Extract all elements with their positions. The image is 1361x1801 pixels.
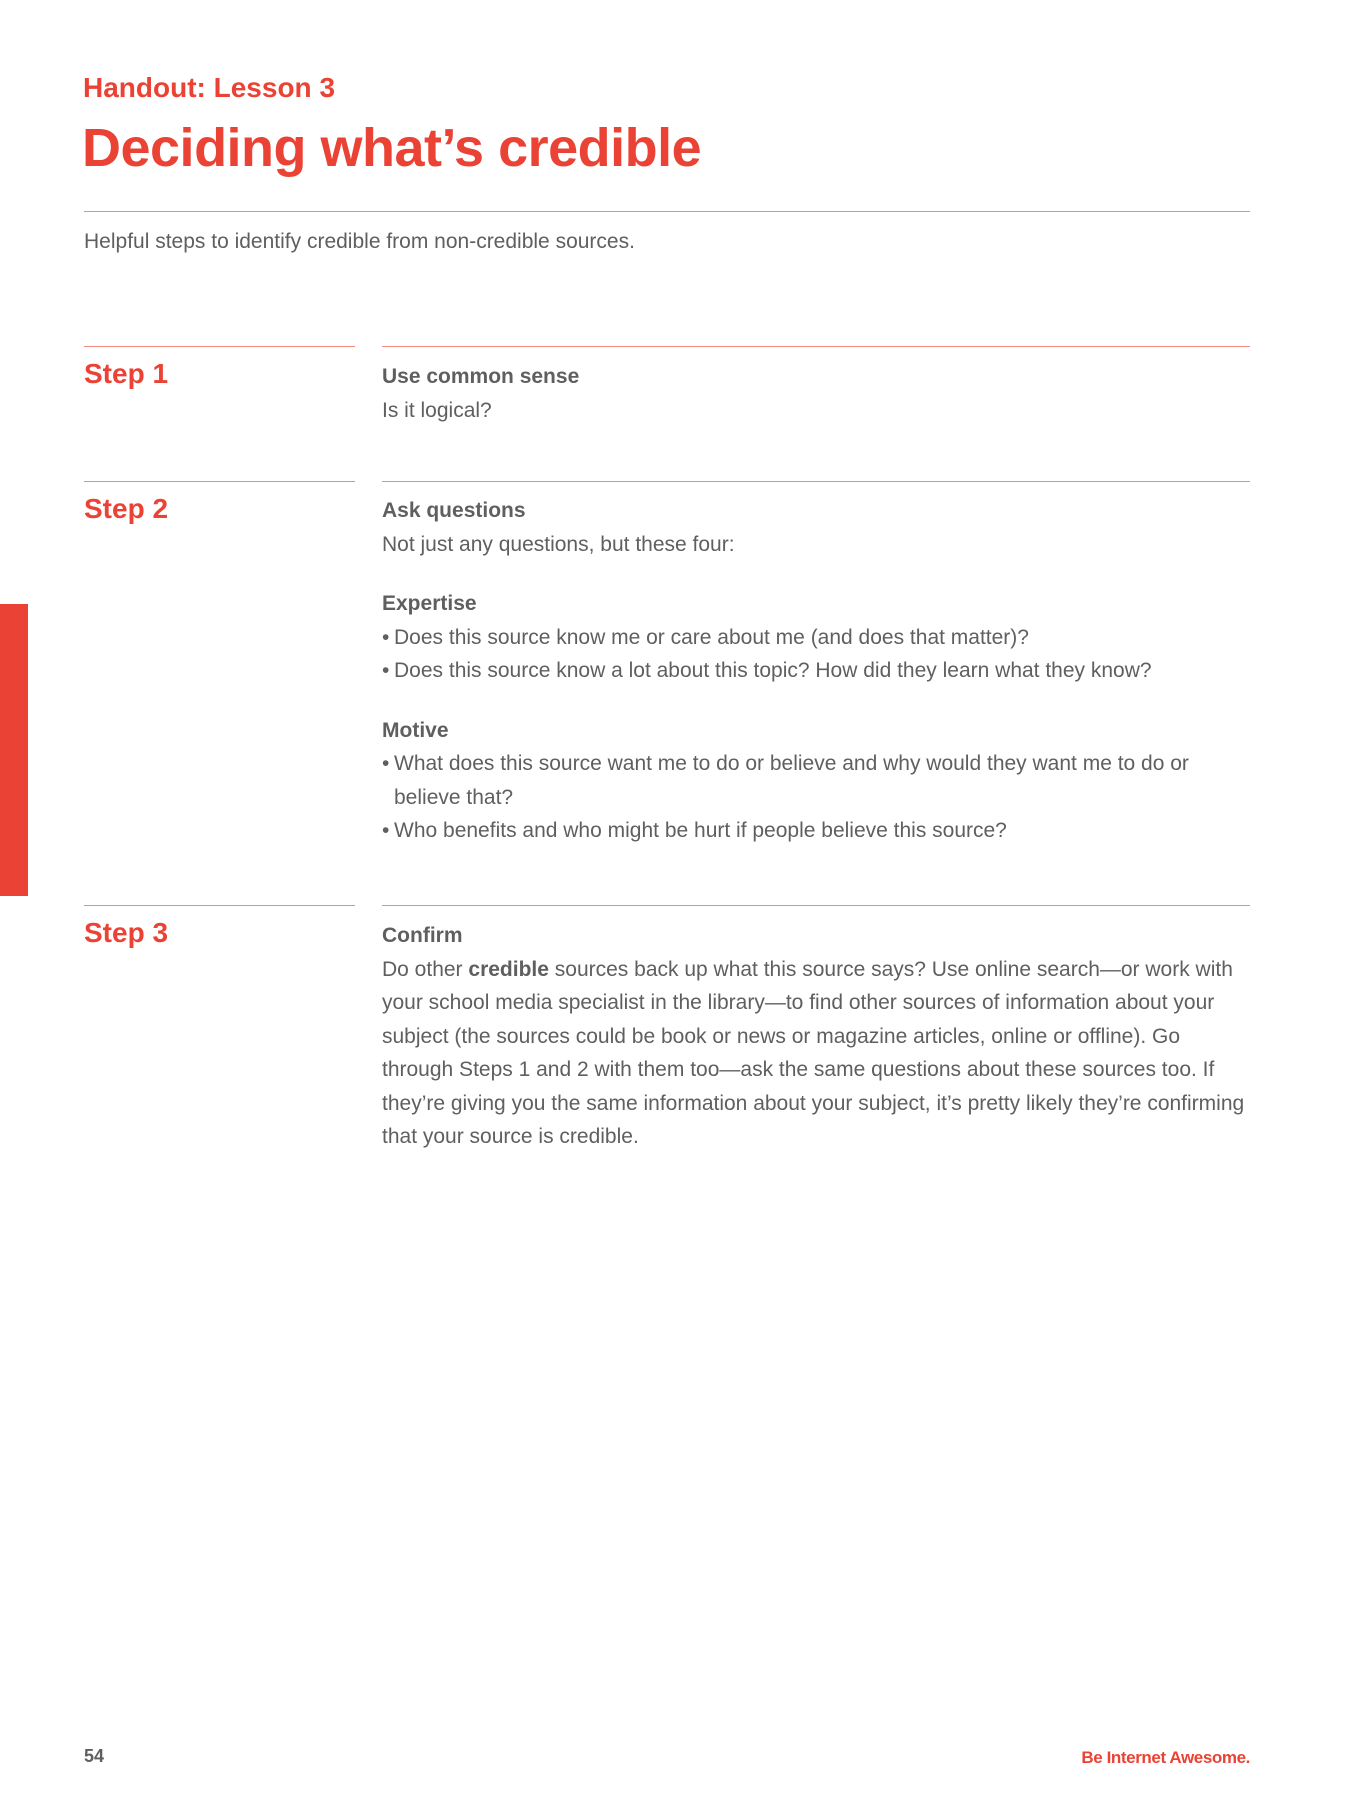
title-divider [84, 211, 1250, 212]
step-3-text-start: Do other [382, 957, 469, 981]
list-item-text: Does this source know a lot about this topic? How did they learn what they know? [394, 659, 1152, 682]
step-2-heading: Ask questions [382, 499, 526, 522]
list-item-text: Who benefits and who might be hurt if people believe this source? [394, 819, 1007, 842]
bullet-icon: • [382, 659, 390, 682]
step-1-text: Is it logical? [382, 398, 492, 422]
step-2-body-divider [382, 481, 1250, 482]
expertise-heading: Expertise [382, 592, 477, 615]
step-3-text-end: sources back up what this source says? Use online search—or work with your school media specialist in the library—to find other sources of information about your subject (the sources could be book or news or magazine articles, online or offline). Go through Steps 1 and 2 with them too—ask the same questions about these sources too. If they’re giving you the same information about your subject, it’s pretty likely they’re confirming that your source is credible. [382, 957, 1245, 1148]
step-3-body [382, 919, 1252, 1154]
list-item [382, 621, 1252, 655]
intro-text: Helpful steps to identify credible from non-credible sources. [84, 230, 635, 253]
list-item [382, 654, 1252, 688]
step-2-body [382, 494, 1252, 848]
motive-heading: Motive [382, 718, 449, 742]
step-1-label-divider [84, 346, 355, 347]
step-1-body-divider [382, 346, 1250, 347]
step-1-body [382, 360, 1252, 427]
step-2-label-divider [84, 481, 355, 482]
handout-kicker: Handout: Lesson 3 [83, 72, 336, 103]
step-3-text [382, 953, 1252, 1154]
step-2-label: Step 2 [84, 493, 169, 524]
step-3-text-emphasis: credible [468, 957, 549, 981]
expertise-list [382, 621, 1252, 688]
list-item-text: What does this source want me to do or believe and why would they want me to do or believe that? [394, 752, 1189, 809]
page-title: Deciding what’s credible [82, 118, 702, 178]
step-3-label: Step 3 [84, 917, 169, 948]
list-item-text: Does this source know me or care about me (and does that matter)? [394, 625, 1029, 649]
step-3-label-divider [84, 905, 355, 906]
bullet-icon: • [382, 819, 390, 842]
motive-list [382, 747, 1252, 848]
step-3-body-divider [382, 905, 1250, 906]
page-number: 54 [84, 1746, 105, 1766]
step-1-heading: Use common sense [382, 365, 580, 388]
step-2-text: Not just any questions, but these four: [382, 532, 735, 556]
brand-logo-text: Be Internet Awesome. [1081, 1748, 1250, 1767]
bullet-icon: • [382, 752, 390, 775]
list-item [382, 814, 1252, 848]
step-1-label: Step 1 [84, 358, 169, 389]
list-item [382, 747, 1252, 814]
side-accent-bar [0, 604, 28, 896]
step-3-heading: Confirm [382, 924, 463, 947]
bullet-icon: • [382, 625, 390, 649]
